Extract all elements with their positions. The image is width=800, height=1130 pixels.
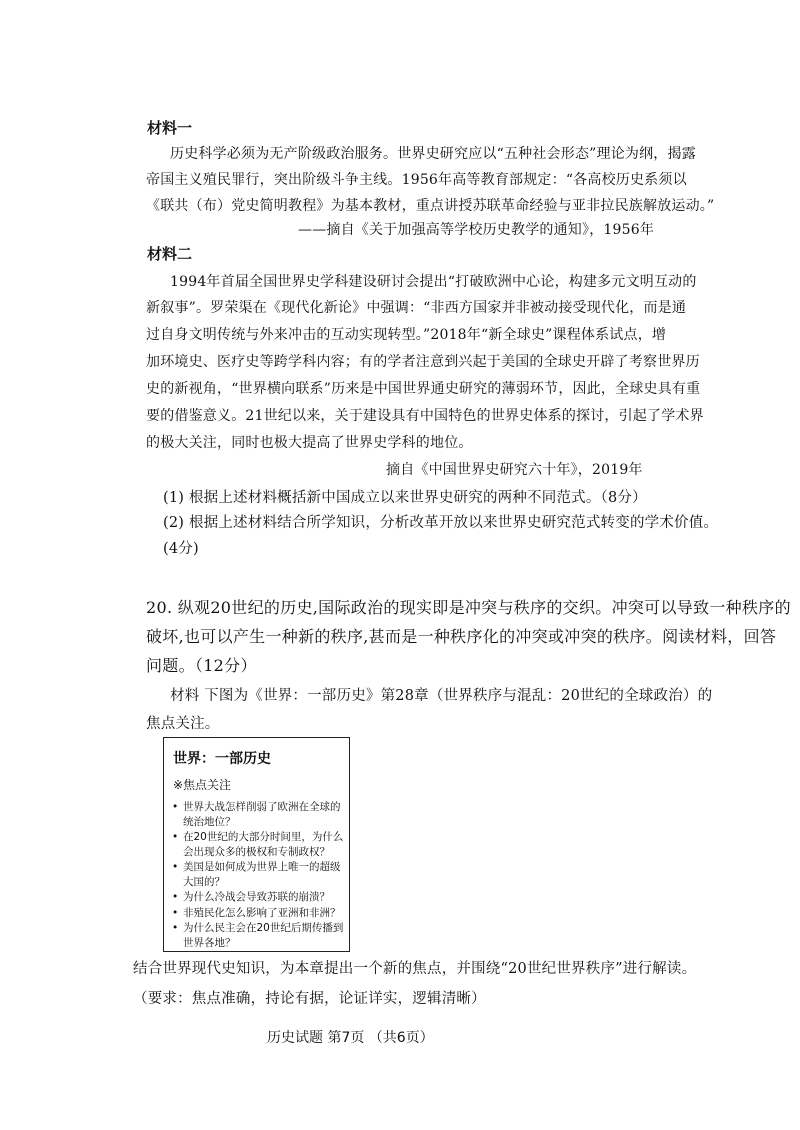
material1-heading: 材料一: [147, 119, 193, 137]
material2-line: 史的新视角，“世界横向联系”历来是中国世界通史研究的薄弱环节，因此，全球史具有重: [146, 381, 701, 397]
material2-source: 摘自《中国世界史研究六十年》，2019年: [386, 462, 643, 478]
question-2-score: (4分): [163, 541, 199, 557]
material1-line: 历史科学必须为无产阶级政治服务。世界史研究应以“五种社会形态”理论为纲，揭露: [170, 146, 696, 162]
focus-box-title: 世界：一部历史: [173, 751, 271, 767]
focus-item: • 为什么冷战会导致苏联的崩溃？: [172, 890, 344, 905]
question-20-material: 材料 下图为《世界：一部历史》第28章（世界秩序与混乱：20世纪的全球政治）的: [170, 688, 713, 704]
material2-line: 要的借鉴意义。21世纪以来，关于建设具有中国特色的世界史体系的探讨，引起了学术界: [146, 408, 704, 424]
question-20-material: 焦点关注。: [146, 716, 220, 732]
material2-line: 加环境史、医疗史等跨学科内容；有的学者注意到兴起于美国的全球史开辟了考察世界历: [146, 354, 700, 370]
question-2: (2) 根据上述材料结合所学知识，分析改革开放以来世界史研究范式转变的学术价值。: [163, 515, 719, 531]
question-20-line: 破坏,也可以产生一种新的秩序,甚而是一种秩序化的冲突或冲突的秩序。阅读材料，回答: [146, 627, 777, 646]
question-20-task: 结合世界现代史知识，为本章提出一个新的焦点，并围绕“20世纪世界秩序”进行解读。: [133, 961, 697, 977]
focus-item: • 美国是如何成为世界上唯一的超级大国的？: [172, 860, 344, 889]
material2-line: 的极大关注，同时也极大提高了世界史学科的地位。: [146, 435, 473, 451]
material2-line: 1994年首届全国世界史学科建设研讨会提出“打破欧洲中心论，构建多元文明互动的: [170, 274, 697, 290]
focus-box-subtitle: ※焦点关注: [173, 778, 232, 792]
material1-line: 帝国主义殖民罪行，突出阶级斗争主线。1956年高等教育部规定：“各高校历史系须以: [146, 172, 687, 188]
focus-list: [172, 800, 344, 951]
material1-line: 《联共（布）党史简明教程》为基本教材，重点讲授苏联革命经验与亚非拉民族解放运动。”: [146, 198, 715, 214]
focus-box: [163, 737, 350, 952]
focus-item: • 非殖民化怎么影响了亚洲和非洲？: [172, 906, 344, 921]
focus-item: • 世界大战怎样削弱了欧洲在全球的统治地位？: [172, 800, 344, 829]
material2-line: 过自身文明传统与外来冲击的互动实现转型。”2018年“新全球史”课程体系试点，增: [146, 327, 667, 343]
material1-source: ——摘自《关于加强高等学校历史教学的通知》，1956年: [298, 222, 655, 238]
question-20-line: 20. 纵观20世纪的历史,国际政治的现实即是冲突与秩序的交织。冲突可以导致一种秩序的: [146, 598, 791, 617]
question-20-requirement: （要求：焦点准确，持论有据，论证详实，逻辑清晰）: [133, 991, 486, 1007]
material2-line: 新叙事”。罗荣渠在《现代化新论》中强调：“非西方国家并非被动接受现代化，而是通: [146, 300, 687, 316]
focus-item: • 为什么民主会在20世纪后期传播到世界各地？: [172, 921, 344, 950]
page-footer: 历史试题 第7页 （共6页）: [267, 1030, 434, 1046]
question-20-line: 问题。（12分）: [146, 656, 257, 675]
question-1: (1) 根据上述材料概括新中国成立以来世界史研究的两种不同范式。（8分）: [163, 490, 647, 506]
material2-heading: 材料二: [147, 245, 193, 263]
focus-item: • 在20世纪的大部分时间里，为什么会出现众多的极权和专制政权？: [172, 830, 344, 859]
